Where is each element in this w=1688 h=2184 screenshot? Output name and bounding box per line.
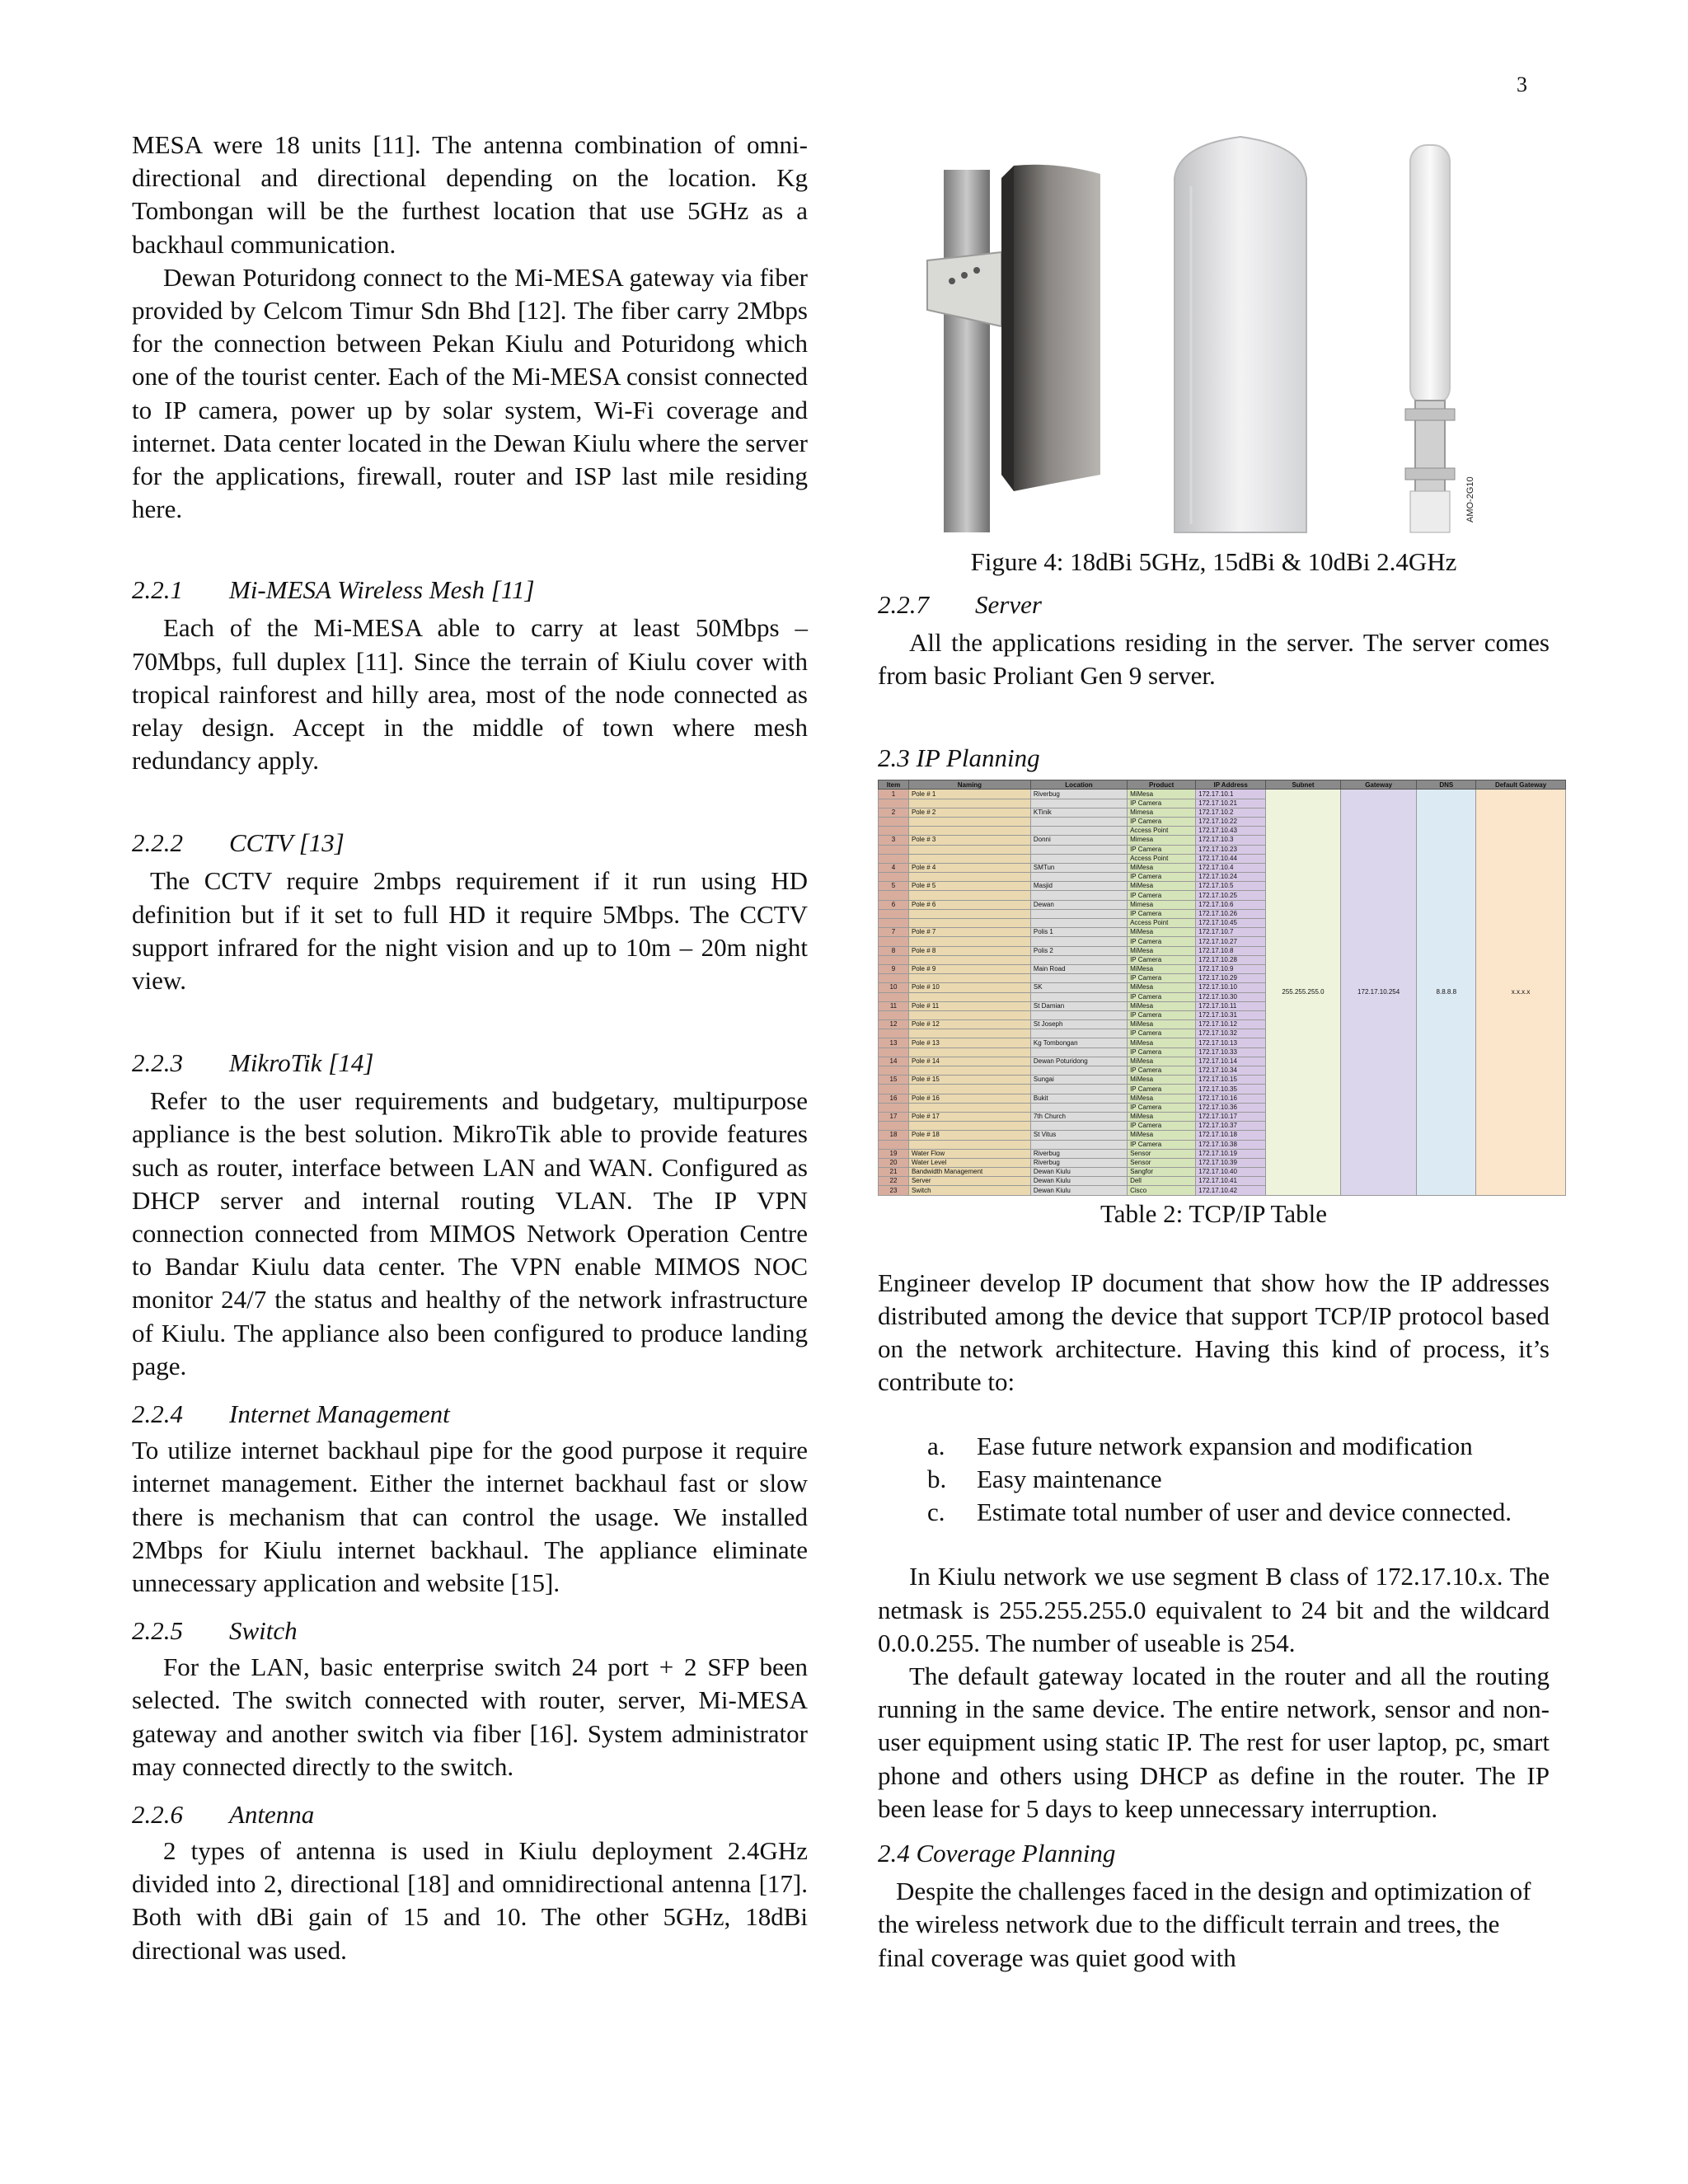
table-header-cell: Location [1030,780,1127,790]
table-cell: Pole # 1 [908,790,1030,799]
table-shared-gateway: 172.17.10.254 [1340,790,1417,1195]
table-cell: 172.17.10.13 [1196,1038,1266,1047]
table-cell [1030,955,1127,964]
table-cell [908,845,1030,854]
paragraph-internet-management: To utilize internet backhaul pipe for the good purpose it require internet management. Either the internet backhaul fast or slow there is mechanism that can control the usage. We installed 2Mbps for Kiulu internet backhaul. The appliance eliminate unnecessary application and website [15]. [132,1436,808,1597]
table-cell: 172.17.10.21 [1196,799,1266,808]
table-cell: 172.17.10.38 [1196,1140,1266,1149]
table-cell: 172.17.10.23 [1196,845,1266,854]
table-cell: Bandwidth Management [908,1168,1030,1177]
contribution-list [878,1430,1550,1529]
table-cell: IP Camera [1128,1029,1196,1038]
table-cell: 4 [879,863,909,872]
table-cell: 172.17.10.32 [1196,1029,1266,1038]
heading-2-2-6 [132,1798,808,1831]
table-cell [908,992,1030,1001]
paragraph-mesh: Each of the Mi-MESA able to carry at least 50Mbps – 70Mbps, full duplex [11]. Since the terrain of Kiulu cover with tropical rainforest and hilly area, most of the node connected as relay design. Accept in the middle of town where mesh redundancy apply. [132,613,808,776]
table-cell: 172.17.10.27 [1196,937,1266,946]
table-cell [879,799,909,808]
table-cell [879,891,909,900]
table-cell: 3 [879,836,909,845]
table-cell: Pole # 12 [908,1020,1030,1029]
table-cell [879,1140,909,1149]
figure-caption: Figure 4: 18dBi 5GHz, 15dBi & 10dBi 2.4GHz [970,547,1457,576]
table-cell [1030,937,1127,946]
paragraph-server: All the applications residing in the server. The server comes from basic Proliant Gen 9 server. [878,628,1550,691]
table-cell: Main Road [1030,964,1127,973]
table-cell: 172.17.10.4 [1196,863,1266,872]
table-cell: 172.17.10.43 [1196,827,1266,836]
page-number: 3 [1517,73,1527,96]
panel-antenna-18dbi [927,165,1100,532]
heading-2-4: 2.4 Coverage Planning [878,1839,1116,1868]
table-cell [879,845,909,854]
table-cell: Dewan Poturidong [1030,1057,1127,1066]
table-cell: 172.17.10.15 [1196,1076,1266,1085]
table-cell: Riverbug [1030,1149,1127,1158]
left-column [132,129,808,1967]
table-cell [1030,1085,1127,1094]
paragraph-antenna: 2 types of antenna is used in Kiulu deployment 2.4GHz divided into 2, directional [18] and omnidirectional antenna [17]. Both with dBi gain of 15 and 10. The other 5GHz, 18dBi directional was used. [132,1835,808,1965]
table-cell: 172.17.10.25 [1196,891,1266,900]
table-cell [879,1085,909,1094]
table-header-cell: Naming [908,780,1030,790]
table-cell: IP Camera [1128,992,1196,1001]
table-cell [908,827,1030,836]
table-cell [1030,845,1127,854]
table-cell: IP Camera [1128,873,1196,882]
table-cell [879,1029,909,1038]
table-cell: IP Camera [1128,909,1196,918]
table-cell [879,909,909,918]
table-cell [879,1122,909,1131]
table-cell: 23 [879,1186,909,1195]
table-cell: MiMesa [1128,863,1196,872]
table-cell: 172.17.10.26 [1196,909,1266,918]
table-cell: MiMesa [1128,1020,1196,1029]
table-cell: Pole # 6 [908,900,1030,909]
heading-2-2-4 [132,1398,808,1431]
section-number: 2.2.4 [132,1399,183,1429]
table-cell: 10 [879,983,909,992]
table-cell: 172.17.10.31 [1196,1010,1266,1019]
heading-2-2-3 [132,1047,808,1080]
section-number: 2.2.7 [878,590,929,619]
table-cell: St Vitus [1030,1131,1127,1140]
table-cell [1030,817,1127,826]
table-cell: 172.17.10.12 [1196,1020,1266,1029]
table-cell: Polis 1 [1030,928,1127,937]
table-cell: Dewan [1030,900,1127,909]
table-cell: 172.17.10.30 [1196,992,1266,1001]
table-cell: Pole # 10 [908,983,1030,992]
table-cell: IP Camera [1128,799,1196,808]
table-cell: Water Flow [908,1149,1030,1158]
paragraph-segment: In Kiulu network we use segment B class of 172.17.10.x. The netmask is 255.255.255.0 equivalent to 24 bit and the wildcard 0.0.0.255. The number of useable is 254. [878,1562,1550,1657]
table-cell [879,873,909,882]
table-header-cell: Subnet [1266,780,1341,790]
table-cell: IP Camera [1128,891,1196,900]
table-cell: Polis 2 [1030,946,1127,955]
table-header-cell: DNS [1417,780,1476,790]
table-cell: IP Camera [1128,1103,1196,1112]
table-cell: Pole # 2 [908,808,1030,817]
section-title: CCTV [13] [229,828,345,858]
table-shared-subnet: 255.255.255.0 [1266,790,1341,1195]
table-cell: MiMesa [1128,1131,1196,1140]
table-cell [1030,1029,1127,1038]
table-cell: 22 [879,1177,909,1186]
table-cell: 172.17.10.14 [1196,1057,1266,1066]
table-cell: MiMesa [1128,790,1196,799]
table-header-cell: IP Address [1196,780,1266,790]
table-cell: Pole # 8 [908,946,1030,955]
section-title: Server [975,590,1042,619]
table-cell: 172.17.10.33 [1196,1047,1266,1057]
table-cell: 13 [879,1038,909,1047]
table-cell [908,891,1030,900]
table-cell [1030,1047,1127,1057]
table-cell: 172.17.10.3 [1196,836,1266,845]
table-cell [879,1047,909,1057]
list-item: c. Estimate total number of user and device connected. [927,1497,1512,1527]
heading-2-2-2 [132,827,808,860]
table-cell: 172.17.10.45 [1196,919,1266,928]
table-cell: Pole # 15 [908,1076,1030,1085]
table-cell [908,854,1030,863]
table-cell [908,1103,1030,1112]
table-cell [908,873,1030,882]
table-cell: IP Camera [1128,845,1196,854]
table-cell: 172.17.10.22 [1196,817,1266,826]
table-cell: SMTun [1030,863,1127,872]
table-cell: 7 [879,928,909,937]
section-title: Mi-MESA Wireless Mesh [11] [229,575,535,605]
table-cell: 18 [879,1131,909,1140]
table-cell [908,1066,1030,1076]
table-cell [879,992,909,1001]
table-cell [879,827,909,836]
table-cell: Sangfor [1128,1168,1196,1177]
sector-antenna-15dbi [1175,137,1306,532]
paragraph-intro: MESA were 18 units [11]. The antenna combination of omni-directional and directional depending on the location. Kg Tombongan will be the furthest location that use 5GHz as a backhaul communication. [132,130,808,259]
table-cell [908,955,1030,964]
table-cell: 172.17.10.17 [1196,1112,1266,1121]
list-item: a. Ease future network expansion and modification [927,1432,1473,1461]
table-cell: Masjid [1030,882,1127,891]
table-cell: 172.17.10.39 [1196,1158,1266,1167]
table-cell: Mimesa [1128,900,1196,909]
heading-2-2-1 [132,574,808,607]
right-column [878,129,1550,1975]
table-cell: 16 [879,1094,909,1103]
table-cell [1030,873,1127,882]
table-cell: MiMesa [1128,1076,1196,1085]
table-cell: Dell [1128,1177,1196,1186]
table-cell: 19 [879,1149,909,1158]
heading-2-2-7 [878,588,1550,621]
table-cell [1030,891,1127,900]
list-item: b. Easy maintenance [927,1465,1162,1494]
table-cell [879,974,909,983]
tcp-ip-table [878,780,1566,1195]
paragraph-gateway: The default gateway located in the router and all the routing running in the same device. The entire network, sensor and non-user equipment using static IP. The rest for user laptop, pc, smart phone and others using DHCP as define in the router. The IP been lease for 5 days to keep unnecessary interruption. [878,1661,1550,1823]
table-cell: St Joseph [1030,1020,1127,1029]
table-cell: Pole # 13 [908,1038,1030,1047]
table-cell: IP Camera [1128,1140,1196,1149]
table-cell: 1 [879,790,909,799]
table-cell [1030,909,1127,918]
table-cell: 172.17.10.11 [1196,1001,1266,1010]
table-cell [1030,1103,1127,1112]
table-cell: Mimesa [1128,808,1196,817]
table-cell: 172.17.10.28 [1196,955,1266,964]
table-cell [908,1122,1030,1131]
table-row [879,790,1566,799]
table-cell: IP Camera [1128,974,1196,983]
table-cell: Sungai [1030,1076,1127,1085]
paragraph-coverage: Despite the challenges faced in the design and optimization of the wireless network due to the difficult terrain and trees, the final coverage was quiet good with [878,1877,1531,1972]
table-cell: MiMesa [1128,882,1196,891]
section-title: Internet Management [229,1399,450,1429]
table-cell: Pole # 18 [908,1131,1030,1140]
table-cell: Pole # 9 [908,964,1030,973]
table-caption: Table 2: TCP/IP Table [1100,1198,1327,1228]
table-cell: 172.17.10.36 [1196,1103,1266,1112]
table-cell: 172.17.10.24 [1196,873,1266,882]
table-cell [908,1140,1030,1149]
table-cell: IP Camera [1128,1085,1196,1094]
table-cell: Access Point [1128,854,1196,863]
table-header-cell: Gateway [1340,780,1417,790]
table-cell: IP Camera [1128,817,1196,826]
table-header-cell: Default Gateway [1476,780,1566,790]
table-cell: Water Level [908,1158,1030,1167]
table-cell: MiMesa [1128,1094,1196,1103]
table-cell: 172.17.10.40 [1196,1168,1266,1177]
table-cell: Mimesa [1128,836,1196,845]
table-cell: Dewan Kiulu [1030,1177,1127,1186]
section-title: Antenna [229,1799,315,1829]
section-number: 2.2.2 [132,828,183,858]
table-shared-dns: 8.8.8.8 [1417,790,1476,1195]
table-cell: 9 [879,964,909,973]
table-cell: Sensor [1128,1158,1196,1167]
table-cell: 172.17.10.37 [1196,1122,1266,1131]
table-cell: Server [908,1177,1030,1186]
table-cell [879,817,909,826]
table-cell [1030,1010,1127,1019]
table-cell: 15 [879,1076,909,1085]
table-cell: Pole # 16 [908,1094,1030,1103]
section-number: 2.2.3 [132,1048,183,1078]
table-cell [1030,827,1127,836]
table-cell: MiMesa [1128,1001,1196,1010]
table-cell: Bukit [1030,1094,1127,1103]
table-cell: MiMesa [1128,1038,1196,1047]
table-cell: 2 [879,808,909,817]
table-cell: 12 [879,1020,909,1029]
table-cell: 172.17.10.41 [1196,1177,1266,1186]
table-header-cell: Product [1128,780,1196,790]
table-cell: IP Camera [1128,1122,1196,1131]
table-cell: Pole # 5 [908,882,1030,891]
table-cell: Riverbug [1030,1158,1127,1167]
table-cell: IP Camera [1128,937,1196,946]
antenna-photos [878,129,1550,541]
table-cell: IP Camera [1128,1047,1196,1057]
table-cell: 172.17.10.42 [1196,1186,1266,1195]
table-cell: MiMesa [1128,1057,1196,1066]
paragraph-fiber: Dewan Poturidong connect to the Mi-MESA gateway via fiber provided by Celcom Timur Sdn Bhd [12]. The fiber carry 2Mbps for the connection between Pekan Kiulu and Poturidong which one of the tourist center. Each of the Mi-MESA consist connected to IP camera, power up by solar system, Wi-Fi coverage and internet. Data center located in the Dewan Kiulu where the server for the applications, firewall, router and ISP last mile residing here. [132,262,808,524]
table-cell: IP Camera [1128,1066,1196,1076]
table-cell: Riverbug [1030,790,1127,799]
table-cell [1030,919,1127,928]
table-cell [1030,1140,1127,1149]
table-cell: Dewan Kiulu [1030,1168,1127,1177]
table-cell [908,1047,1030,1057]
table-cell [879,937,909,946]
table-cell: MiMesa [1128,983,1196,992]
table-cell: Pole # 11 [908,1001,1030,1010]
table-cell: 11 [879,1001,909,1010]
table-cell: MiMesa [1128,928,1196,937]
table-cell: 172.17.10.44 [1196,854,1266,863]
table-cell: Pole # 4 [908,863,1030,872]
table-shared-default-gateway: x.x.x.x [1476,790,1566,1195]
table-cell: Pole # 7 [908,928,1030,937]
table-cell: SK [1030,983,1127,992]
table-cell: 172.17.10.29 [1196,974,1266,983]
table-cell [908,817,1030,826]
table-cell [1030,992,1127,1001]
table-cell: MiMesa [1128,964,1196,973]
table-cell: 172.17.10.34 [1196,1066,1266,1076]
antenna-model-label: AMO-2G10 [1465,476,1475,523]
table-cell: Donni [1030,836,1127,845]
table-cell: 172.17.10.7 [1196,928,1266,937]
table-cell [1030,1066,1127,1076]
table-cell [1030,799,1127,808]
table-cell: 172.17.10.16 [1196,1094,1266,1103]
omni-antenna-10dbi [1405,145,1475,532]
table-cell [1030,974,1127,983]
table-cell [908,1085,1030,1094]
table-cell: 172.17.10.10 [1196,983,1266,992]
table-cell [879,1103,909,1112]
table-cell: 20 [879,1158,909,1167]
table-cell [908,1010,1030,1019]
table-cell: Kg Tombongan [1030,1038,1127,1047]
section-number: 2.2.6 [132,1799,183,1829]
table-header-cell: Item [879,780,909,790]
table-cell: 7th Church [1030,1112,1127,1121]
table-cell: 172.17.10.9 [1196,964,1266,973]
table-cell: St Damian [1030,1001,1127,1010]
table-cell: IP Camera [1128,1010,1196,1019]
table-cell: 172.17.10.18 [1196,1131,1266,1140]
table-cell: 172.17.10.1 [1196,790,1266,799]
paragraph-mikrotik: Refer to the user requirements and budgetary, multipurpose appliance is the best solution. MikroTik able to provide features such as router, interface between LAN and WAN. Configured as DHCP server and internal routing VLAN. The IP VPN connection connected from MIMOS Network Operation Centre to Bandar Kiulu data center. The VPN enable MIMOS NOC monitor 24/7 the status and healthy of the network infrastructure of Kiulu. The appliance also been configured to produce landing page. [132,1086,808,1380]
table-cell [879,1010,909,1019]
paragraph-switch: For the LAN, basic enterprise switch 24 port + 2 SFP been selected. The switch connected with router, server, Mi-MESA gateway and another switch via fiber [16]. System administrator may connected directly to the switch. [132,1652,808,1781]
section-title: MikroTik [14] [229,1048,374,1078]
table-cell: 21 [879,1168,909,1177]
table-cell [879,955,909,964]
table-cell: Access Point [1128,827,1196,836]
table-cell: Sensor [1128,1149,1196,1158]
table-cell [1030,1122,1127,1131]
table-cell: 17 [879,1112,909,1121]
table-cell: 172.17.10.35 [1196,1085,1266,1094]
heading-2-3: 2.3 IP Planning [878,743,1040,773]
table-cell: 172.17.10.8 [1196,946,1266,955]
table-cell: 5 [879,882,909,891]
table-cell: 172.17.10.2 [1196,808,1266,817]
table-cell: 8 [879,946,909,955]
paragraph-cctv: The CCTV require 2mbps requirement if it run using HD definition but if it set to full HD it require 5Mbps. The CCTV support infrared for the night vision and up to 10m – 20m night view. [132,866,808,996]
section-number: 2.2.1 [132,575,183,605]
table-cell: 14 [879,1057,909,1066]
table-cell: MiMesa [1128,1112,1196,1121]
section-title: Switch [229,1616,298,1646]
antenna-figure [878,129,1550,541]
table-cell [879,1066,909,1076]
table-cell [879,919,909,928]
table-cell: IP Camera [1128,955,1196,964]
heading-2-2-5 [132,1615,808,1647]
table-cell [1030,854,1127,863]
table-cell: Dewan Kiulu [1030,1186,1127,1195]
table-cell [908,919,1030,928]
table-cell: Cisco [1128,1186,1196,1195]
table-cell: 172.17.10.19 [1196,1149,1266,1158]
paragraph-engineer: Engineer develop IP document that show how the IP addresses distributed among the device that support TCP/IP protocol based on the network architecture. Having this kind of process, it’s contribute to: [878,1268,1550,1397]
table-cell [908,974,1030,983]
table-cell [879,854,909,863]
table-cell: Access Point [1128,919,1196,928]
table-cell: 172.17.10.5 [1196,882,1266,891]
table-cell: 6 [879,900,909,909]
table-cell [908,1029,1030,1038]
table-cell [908,799,1030,808]
table-cell: Switch [908,1186,1030,1195]
table-cell: KTinik [1030,808,1127,817]
table-cell [908,909,1030,918]
table-cell: Pole # 3 [908,836,1030,845]
table-cell: MiMesa [1128,946,1196,955]
table-cell: Pole # 14 [908,1057,1030,1066]
table-cell: Pole # 17 [908,1112,1030,1121]
section-number: 2.2.5 [132,1616,183,1646]
table-cell [908,937,1030,946]
table-cell: 172.17.10.6 [1196,900,1266,909]
